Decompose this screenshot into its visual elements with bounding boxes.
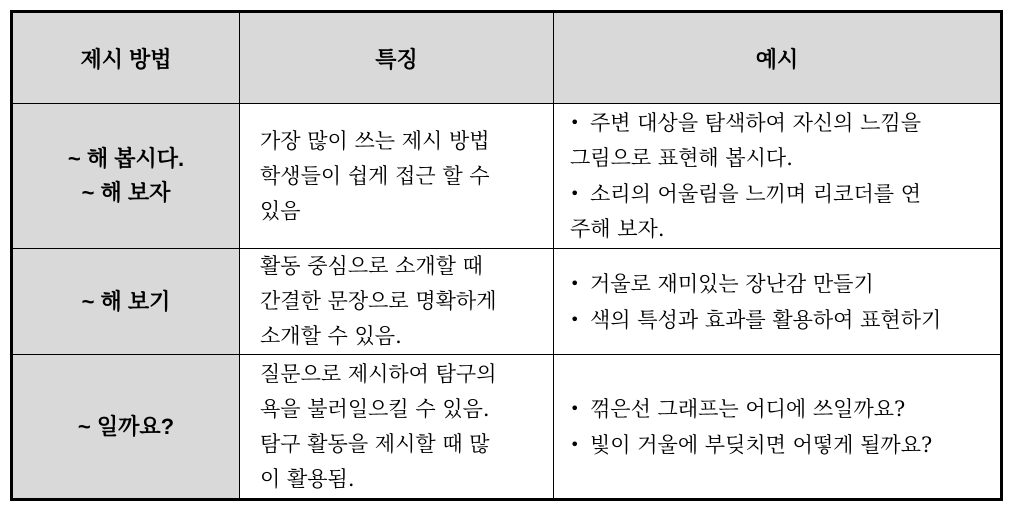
feature-line: 욕을 불러일으킬 수 있음. <box>260 396 490 421</box>
bullet-icon: • <box>570 309 580 329</box>
feature-line: 가장 많이 쓰는 제시 방법 <box>260 128 490 153</box>
bullet-icon: • <box>570 113 580 132</box>
table-row <box>12 104 1002 249</box>
feature-cell <box>240 249 554 355</box>
method-line: ~ 해 봅시다. <box>67 146 185 171</box>
example-list <box>570 266 986 338</box>
bullet-icon: • <box>570 273 580 293</box>
example-line: 그림으로 표현해 봅시다. <box>570 146 793 170</box>
example-line: 색의 특성과 효과를 활용하여 표현하기 <box>590 307 942 332</box>
example-item <box>570 302 986 338</box>
feature-line: 소개할 수 있음. <box>260 324 402 348</box>
example-cell <box>554 249 1002 355</box>
feature-line: 이 활용됨. <box>260 466 355 491</box>
header-feature: 특징 <box>240 12 554 104</box>
example-cell <box>554 355 1002 500</box>
example-item <box>570 266 986 302</box>
example-item <box>570 176 986 247</box>
method-cell <box>12 104 240 249</box>
example-list <box>570 105 986 247</box>
example-line: 주변 대상을 탐색하여 자신의 느낌을 <box>590 111 921 135</box>
method-line: ~ 일까요? <box>77 413 175 439</box>
table-header-row <box>12 12 1002 104</box>
comparison-table <box>10 10 1003 501</box>
example-item <box>570 391 986 427</box>
method-line: ~ 해 보기 <box>81 288 171 314</box>
feature-line: 질문으로 제시하여 탐구의 <box>260 361 497 386</box>
method-cell <box>12 355 240 500</box>
example-line: 꺾은선 그래프는 어디에 쓰일까요? <box>590 396 906 421</box>
bullet-icon: • <box>570 184 580 203</box>
method-line: ~ 해 보자 <box>81 180 171 205</box>
feature-line: 있음 <box>260 198 301 223</box>
example-list <box>570 391 986 463</box>
feature-cell <box>240 355 554 500</box>
bullet-icon: • <box>570 398 580 418</box>
feature-line: 활동 중심으로 소개할 때 <box>260 254 483 278</box>
table-row <box>12 355 1002 500</box>
example-line: 빛이 거울에 부딪치면 어떻게 될까요? <box>590 432 933 457</box>
feature-line: 탐구 활동을 제시할 때 많 <box>260 431 490 456</box>
example-item <box>570 427 986 463</box>
example-line: 소리의 어울림을 느끼며 리코더를 연 <box>590 182 921 206</box>
comparison-table-container <box>10 10 1000 500</box>
bullet-icon: • <box>570 434 580 454</box>
feature-line: 학생들이 쉽게 접근 할 수 <box>260 163 490 188</box>
method-cell <box>12 249 240 355</box>
feature-cell <box>240 104 554 249</box>
example-line: 거울로 재미있는 장난감 만들기 <box>590 271 874 296</box>
table-row <box>12 249 1002 355</box>
header-example: 예시 <box>554 12 1002 104</box>
example-item <box>570 105 986 176</box>
example-line: 주해 보자. <box>570 217 665 241</box>
example-cell <box>554 104 1002 249</box>
feature-line: 간결한 문장으로 명확하게 <box>260 289 497 313</box>
header-method: 제시 방법 <box>12 12 240 104</box>
